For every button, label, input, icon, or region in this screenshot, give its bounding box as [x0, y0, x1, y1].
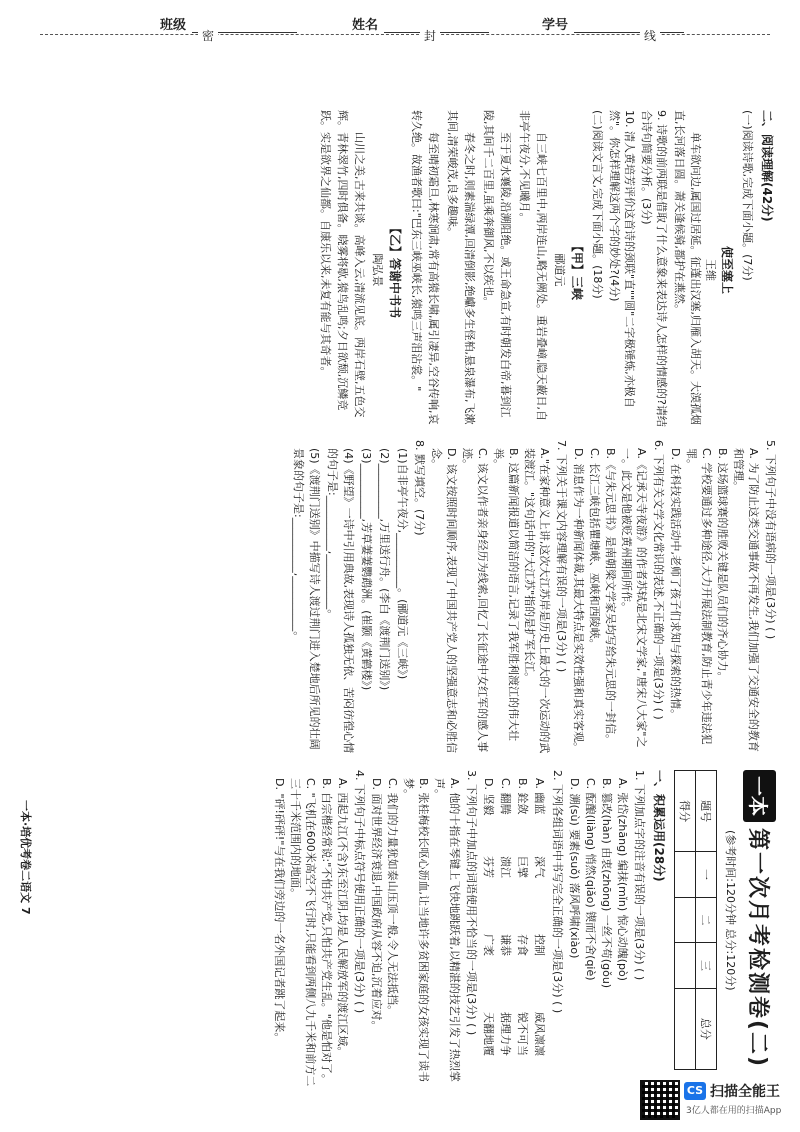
- right-column: [20, 110, 780, 430]
- question-10: 10. 清人黄培芳评价这首诗的颈联"直""圆"二字极锤炼,亦极自然"。你怎样理解这两个字的妙处?(4分): [608, 110, 636, 408]
- option: B. 白宗楷经常说:"不怕共产党,只怕共产党生乱。"他是怕对了。: [320, 778, 333, 1085]
- page-footer: 一本·培优考卷二语文 7: [19, 800, 32, 915]
- section-heading: 二、阅读理解(42分): [760, 110, 774, 222]
- option: A. 张岱(zhāng) 编抹(mǐn) 惊心动魄(pò): [616, 778, 629, 981]
- option: B. 这场篮球赛的胜败关键是队员们的齐心协力。: [716, 448, 729, 683]
- option-word: 天翻地覆: [482, 1012, 495, 1056]
- poem-author: 王维: [704, 259, 717, 281]
- option-word: C. 翻腾: [499, 778, 512, 815]
- fill-blank-line: (2)__________,万里送行舟。(李白《渡荆门送别》): [378, 448, 391, 691]
- brand-badge: 一本: [743, 770, 776, 822]
- score-cell: 题号: [696, 771, 717, 852]
- qr-code-icon: [640, 1080, 680, 1120]
- seal-char-xian: 线: [640, 27, 660, 44]
- passage-jia-author: 郦道元: [553, 253, 566, 287]
- option: C. "飞机在600米高空不飞行时,只能看到两侧八九千米和前方二三十千米范围内的地面。: [289, 778, 317, 1087]
- question-4: 4. 下列句子中标点符号使用正确的一项是(3分) ( ): [353, 770, 366, 1014]
- class-label: 班级: [160, 18, 187, 33]
- option: B. 篡改(hàn) 由衷(zhōng) 一丝不苟(gǒu): [600, 778, 613, 989]
- option-word: 巨擘: [516, 856, 529, 878]
- passage-paragraph: 春冬之时,则素湍绿潭,回清倒影,绝巘多生怪柏,悬泉瀑布,飞漱其间,清荣峻茂,良多趣味。: [446, 110, 476, 425]
- score-blank-cell: [675, 988, 696, 1069]
- passage-paragraph: 每至晴初霜旦,林寒涧肃,常有高猿长啸,属引凄异,空谷传响,哀转久绝。故渔者歌曰:"巴东三峡巫峡长,猿鸣三声泪沾裳。": [410, 110, 440, 425]
- subsection-heading: (一)阅读诗歌,完成下面小题。(7分): [741, 110, 754, 281]
- passage-yi-author: 陶弘景: [371, 253, 384, 287]
- option: D. 该文按照时间顺序,表现了中国共产党人的坚强意志和必胜信念。: [430, 448, 458, 753]
- option-word: A. 幽蓝: [533, 778, 546, 815]
- name-label: 姓名: [352, 18, 379, 33]
- score-cell: 得分: [675, 771, 696, 852]
- score-blank-cell: [675, 852, 696, 898]
- option-word: 谦恭: [499, 934, 512, 956]
- exam-title: 第一次月考检测卷(二): [745, 828, 770, 1069]
- option-row: [481, 778, 497, 1090]
- student-id-blank: [574, 20, 684, 33]
- subsection-heading: (二)阅读文言文,完成下面小题。(18分): [591, 110, 604, 299]
- passage-jia-title: 【甲】三峡: [570, 239, 584, 300]
- scanner-app-tagline: 3亿人都在用的扫描App: [686, 1106, 782, 1116]
- score-blank-cell: [675, 897, 696, 943]
- middle-column: [20, 440, 780, 760]
- passage-paragraph: 自三峡七百里中,两岸连山,略无阙处。重岩叠嶂,隐天蔽日,自非亭午夜分,不见曦月。: [518, 110, 548, 421]
- option: C. 学校要通过多种途径,大力开展法制教育,防止青少年违法犯罪。: [685, 448, 713, 745]
- rotated-exam-page: [20, 100, 780, 1100]
- option: C. 该文以作者亲身经历为线索,回忆了长征途中女红军的感人事迹。: [461, 448, 489, 753]
- option: C. 长江三峡包括瞿塘峡、巫峡和西陵峡。: [588, 448, 601, 650]
- student-info-header: [0, 0, 800, 56]
- option: D. "砰!砰砰!"与在我们旁边的一名外国记者跳了起来。: [273, 778, 286, 1044]
- question-6: 6. 下列有关文学文化常识的表述,不正确的一项是(3分) ( ): [652, 440, 665, 720]
- student-id-label: 学号: [542, 18, 569, 33]
- option: C. 酝酿(liàng) 悄然(qiǎo) 锲而不舍(qiè): [584, 778, 597, 981]
- section-heading: 一、积累运用(28分): [652, 770, 666, 882]
- poem-text: 单车欲问边,属国过居延。征蓬出汉塞,归雁入胡天。大漠孤烟直,长河落日圆。萧关逢候骑,都护在燕然。: [673, 110, 702, 425]
- passage-paragraph: 山川之美,古来共谈。高峰入云,清流见底。两岸石壁,五色交辉。青林翠竹,四时俱备。晓雾将歇,猿鸟乱鸣;夕日欲颓,沉鳞竞跃。实是欲界之仙都。自康乐以来,未复有能与其奇者。: [319, 110, 366, 418]
- exam-title-row: [743, 770, 776, 1090]
- left-column: [20, 770, 780, 1090]
- option-word: 深气: [533, 856, 546, 878]
- option: D. 消息作为一种新闻体裁,其最大特点是实效性强和真实客观。: [572, 448, 585, 753]
- fill-blank-line: (4)《野望》一诗中引用典故,表现诗人孤独无依、苦闷彷徨心情的句子是:__________,__________。: [326, 448, 355, 754]
- option-word: 芬芳: [482, 856, 495, 878]
- option: A."在家种意义上讲,这次大江苏岸是历史上最大的一次运动的武装渡江。"这句话中的"大江苏"指的是扩军长江。: [523, 448, 551, 754]
- option-word: B. 銓敛: [516, 778, 529, 815]
- score-cell: 三: [696, 943, 717, 989]
- score-blank-cell: [675, 943, 696, 989]
- option-row: [515, 778, 531, 1090]
- score-table-header-row: [696, 771, 717, 1070]
- option-word: 控制: [533, 934, 546, 956]
- option-word: 据理力争: [499, 1012, 512, 1056]
- seal-char-feng: 封: [420, 27, 440, 44]
- fill-blank-line: (5)《渡荆门送别》中描写诗人渡过荆门进入楚地后所见的壮阔景象的句子是:__________,__________。: [292, 448, 321, 750]
- question-3: 3. 下列句子中加点的词语使用不恰当的一项是(3分) ( ): [465, 770, 478, 1036]
- score-cell: 二: [696, 897, 717, 943]
- option: A. 西起九江(不含)东至江阴,均是人民解放军的渡江区域。: [336, 778, 349, 1058]
- option: D. 在科技实践活动中,老师了孩子们求知与探索的热情。: [669, 448, 682, 720]
- question-1: 1. 下列加点字的注音有误的一项是(3分) ( ): [633, 770, 646, 981]
- scanner-app-name: 扫描全能王: [710, 1084, 780, 1100]
- camscanner-logo-icon: CS: [684, 1082, 706, 1100]
- seal-char-mi: 密: [198, 27, 218, 44]
- score-cell: 一: [696, 852, 717, 898]
- option: B. 这篇新闻报道以简洁的语言,记录了我军胜利渡江的伟大壮举。: [492, 448, 520, 742]
- option: D. 面对世界经济衰退,中国政府从容不迫,沉着应对。: [370, 778, 383, 1032]
- option-word: 广袤: [482, 934, 495, 956]
- exam-subtitle: (参考时间:120分钟 总分:120分): [724, 830, 737, 991]
- option: A. 为了防止这类交通事故不再发生,我们加强了交通安全的教育和管理。: [732, 448, 760, 752]
- option: A.《记承天寺夜游》的作者苏轼是北宋文学家,"唐宋八大家"之一。此文是他被贬黄州期间所作。: [620, 448, 648, 748]
- student-id-field: [542, 14, 684, 33]
- question-9: 9. 诗歌的前两联是借取了什么意象来表达诗人怎样的情感的?请结合诗句简要分析。(3分): [640, 110, 668, 427]
- option: B.《与朱元思书》是南朝梁文学家吴均写给朱元思的一封信。: [604, 448, 617, 746]
- question-7: 7. 下列关于课文内容理解有误的一项是(3分) ( ): [555, 440, 568, 673]
- option-word: 锐不可当: [516, 1012, 529, 1056]
- poem-title: 使至塞上: [720, 245, 734, 294]
- option-word: 溃江: [499, 856, 512, 878]
- question-8: 8. 默写填空。(7分): [413, 440, 426, 536]
- option-word: D. 坚毅: [482, 778, 495, 816]
- option: D. 溯(sù) 要素(suǒ) 落风呼啸(xiào): [568, 778, 581, 959]
- fill-blank-line: (1)自非亭午夜分,__________。(郦道元《三峡》): [396, 448, 409, 680]
- option: B. 张桂梅校长呕心沥血,让当地许多贫困家庭的女孩实现了读书梦。: [402, 778, 430, 1083]
- score-table-score-row: [675, 771, 696, 1070]
- question-5: 5. 下列句子中没有语病的一项是(3分) ( ): [764, 440, 777, 640]
- fill-blank-line: (3)__________,芳草萋萋鹦鹉洲。(崔颢《黄鹤楼》): [360, 448, 373, 691]
- option-word: 威风凛凛: [533, 1012, 546, 1056]
- option-word: 存食: [516, 934, 529, 956]
- option-row: [532, 778, 548, 1090]
- passage-paragraph: 至于夏水襄陵,沿溯阻绝。或王命急宣,有时朝发白帝,暮到江陵,其间千二百里,虽乘奔御风,不以疾也。: [482, 110, 512, 418]
- score-cell: 总分: [696, 988, 717, 1069]
- scanner-watermark: [640, 1078, 790, 1118]
- question-2: 2. 下列各组词语中书写完全正确的一项是(3分) ( ): [551, 770, 564, 1014]
- passage-yi-title: 【乙】答谢中书书: [388, 221, 402, 318]
- class-field: [160, 14, 297, 33]
- option: C. 我们的力量犹如泰山压顶一般,令人无法抵挡。: [386, 778, 399, 1017]
- score-table: [674, 770, 717, 1070]
- option-row: [498, 778, 514, 1090]
- seal-line: [40, 34, 770, 35]
- option: A. 他的十指在琴键上飞快地跳跃着,以精湛的技艺引发了热烈掌声。: [433, 778, 461, 1082]
